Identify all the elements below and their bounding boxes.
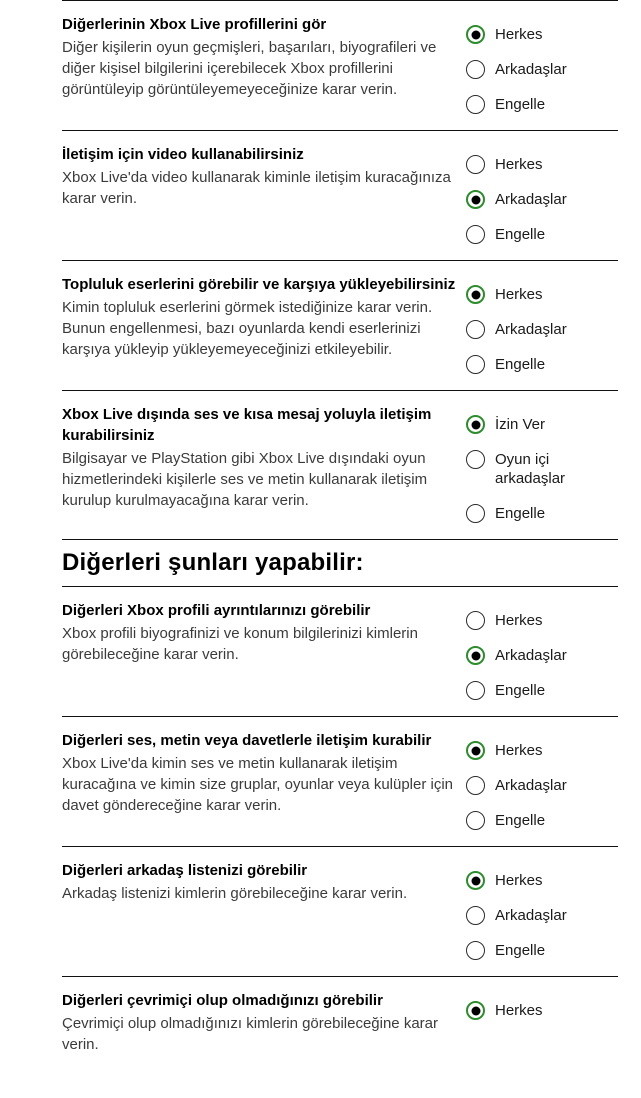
radio-group	[466, 611, 618, 716]
radio-option-label: Arkadaşlar	[495, 321, 567, 338]
radio-option-label: İzin Ver	[495, 416, 546, 433]
radio-group	[466, 871, 618, 976]
setting-row	[62, 0, 618, 130]
radio-option[interactable]	[466, 415, 618, 434]
group-sections	[62, 0, 618, 539]
radio-option[interactable]	[466, 871, 618, 890]
radio-option[interactable]	[466, 450, 618, 488]
setting-title: Xbox Live dışında ses ve kısa mesaj yoluyla iletişim kurabilirsiniz	[62, 406, 432, 444]
setting-row	[62, 260, 618, 390]
setting-text	[62, 14, 466, 130]
radio-selected-dot	[471, 651, 480, 660]
radio-option[interactable]	[466, 95, 618, 114]
radio-group	[466, 25, 618, 130]
setting-description: Xbox Live'da video kullanarak kiminle iletişim kuracağınıza karar verin.	[62, 169, 451, 207]
radio-button-icon[interactable]	[466, 681, 485, 700]
radio-button-icon[interactable]	[466, 60, 485, 79]
radio-option[interactable]	[466, 320, 618, 339]
radio-option-label: Arkadaşlar	[495, 191, 567, 208]
setting-title: Diğerlerinin Xbox Live profillerini gör	[62, 16, 327, 33]
setting-text	[62, 144, 466, 260]
radio-group	[466, 741, 618, 846]
setting-title: Topluluk eserlerini görebilir ve karşıya yükleyebilirsiniz	[62, 276, 456, 293]
radio-button-icon[interactable]	[466, 941, 485, 960]
radio-option-label: Engelle	[495, 812, 546, 829]
setting-description: Xbox Live'da kimin ses ve metin kullanarak iletişim kuracağına ve kimin size gruplar, oyunlar veya kulüpler için davet göndereceğine karar verin.	[62, 755, 454, 814]
radio-option[interactable]	[466, 155, 618, 174]
radio-option[interactable]	[466, 225, 618, 244]
setting-row	[62, 390, 618, 539]
radio-button-icon[interactable]	[466, 355, 485, 374]
settings-group	[62, 0, 618, 539]
radio-option-label: Herkes	[495, 26, 543, 43]
radio-option[interactable]	[466, 25, 618, 44]
radio-button-icon[interactable]	[466, 225, 485, 244]
setting-description: Kimin topluluk eserlerini görmek istediğinize karar verin. Bunun engellenmesi, bazı oyunlarda kendi eserlerinizi karşıya yükleyip yükleyemeyeceğinizi etkileyebilir.	[62, 299, 433, 358]
radio-option-label: Engelle	[495, 505, 546, 522]
radio-option-label: Herkes	[495, 872, 543, 889]
setting-title: Diğerleri ses, metin veya davetlerle iletişim kurabilir	[62, 732, 432, 749]
radio-option[interactable]	[466, 285, 618, 304]
radio-button-icon[interactable]	[466, 155, 485, 174]
radio-group	[466, 155, 618, 260]
radio-option[interactable]	[466, 941, 618, 960]
radio-option-label: Engelle	[495, 96, 546, 113]
group-sections	[62, 586, 618, 1098]
setting-text	[62, 730, 466, 846]
radio-button-icon[interactable]	[466, 811, 485, 830]
radio-option-label: Arkadaşlar	[495, 777, 567, 794]
radio-button-icon[interactable]	[466, 25, 485, 44]
radio-option-label: Arkadaşlar	[495, 647, 567, 664]
radio-option-label: Herkes	[495, 612, 543, 629]
radio-option[interactable]	[466, 1001, 618, 1020]
radio-option[interactable]	[466, 906, 618, 925]
radio-option-label: Arkadaşlar	[495, 907, 567, 924]
setting-title: Diğerleri Xbox profili ayrıntılarınızı görebilir	[62, 602, 371, 619]
radio-group	[466, 415, 618, 539]
radio-group	[466, 285, 618, 390]
setting-description: Xbox profili biyografinizi ve konum bilgilerinizi kimlerin görebileceğine karar verin.	[62, 625, 418, 663]
setting-text	[62, 404, 466, 539]
radio-option-label: Herkes	[495, 742, 543, 759]
radio-option[interactable]	[466, 741, 618, 760]
setting-text	[62, 990, 466, 1098]
radio-group	[466, 1001, 618, 1098]
radio-selected-dot	[471, 195, 480, 204]
radio-button-icon[interactable]	[466, 190, 485, 209]
radio-selected-dot	[471, 746, 480, 755]
radio-button-icon[interactable]	[466, 1001, 485, 1020]
setting-row	[62, 976, 618, 1098]
setting-title: Diğerleri çevrimiçi olup olmadığınızı görebilir	[62, 992, 383, 1009]
setting-row	[62, 130, 618, 260]
setting-description: Arkadaş listenizi kimlerin görebileceğine karar verin.	[62, 885, 408, 902]
radio-option-label: Oyun içi arkadaşlar	[495, 451, 566, 487]
setting-text	[62, 860, 466, 976]
setting-text	[62, 600, 466, 716]
radio-option[interactable]	[466, 646, 618, 665]
radio-button-icon[interactable]	[466, 320, 485, 339]
radio-option-label: Herkes	[495, 1002, 543, 1019]
setting-description: Bilgisayar ve PlayStation gibi Xbox Live dışındaki oyun hizmetlerindeki kişilerle ses ve metin kullanarak iletişim kurulup kurulmayacağına karar verin.	[62, 450, 428, 509]
setting-title: İletişim için video kullanabilirsiniz	[62, 146, 304, 163]
radio-button-icon[interactable]	[466, 646, 485, 665]
radio-selected-dot	[471, 1006, 480, 1015]
radio-option-label: Engelle	[495, 356, 546, 373]
setting-description: Çevrimiçi olup olmadığınızı kimlerin görebileceğine karar verin.	[62, 1015, 438, 1053]
radio-button-icon[interactable]	[466, 871, 485, 890]
radio-option-label: Engelle	[495, 682, 546, 699]
radio-button-icon[interactable]	[466, 776, 485, 795]
radio-button-icon[interactable]	[466, 415, 485, 434]
radio-selected-dot	[471, 290, 480, 299]
xbox-privacy-settings-page	[62, 0, 618, 1098]
radio-option-label: Engelle	[495, 942, 546, 959]
radio-option[interactable]	[466, 504, 618, 523]
radio-option[interactable]	[466, 681, 618, 700]
setting-row	[62, 846, 618, 976]
radio-option[interactable]	[466, 190, 618, 209]
group-heading: Diğerleri şunları yapabilir:	[62, 539, 618, 586]
settings-group	[62, 539, 618, 1098]
radio-button-icon[interactable]	[466, 611, 485, 630]
setting-row	[62, 716, 618, 846]
radio-option[interactable]	[466, 355, 618, 374]
radio-option[interactable]	[466, 611, 618, 630]
radio-selected-dot	[471, 30, 480, 39]
radio-option[interactable]	[466, 811, 618, 830]
radio-button-icon[interactable]	[466, 504, 485, 523]
radio-button-icon[interactable]	[466, 285, 485, 304]
radio-option-label: Herkes	[495, 156, 543, 173]
radio-option[interactable]	[466, 60, 618, 79]
radio-option[interactable]	[466, 776, 618, 795]
radio-option-label: Herkes	[495, 286, 543, 303]
radio-button-icon[interactable]	[466, 450, 485, 469]
radio-button-icon[interactable]	[466, 741, 485, 760]
radio-option-label: Arkadaşlar	[495, 61, 567, 78]
setting-text	[62, 274, 466, 390]
radio-option-label: Engelle	[495, 226, 546, 243]
radio-button-icon[interactable]	[466, 95, 485, 114]
radio-button-icon[interactable]	[466, 906, 485, 925]
setting-title: Diğerleri arkadaş listenizi görebilir	[62, 862, 308, 879]
radio-selected-dot	[471, 420, 480, 429]
setting-description: Diğer kişilerin oyun geçmişleri, başarıları, biyografileri ve diğer kişisel bilgilerini içerebilecek Xbox profillerini görüntüleyip görüntüleyemeyeceğinize karar verin.	[62, 39, 437, 98]
setting-row	[62, 586, 618, 716]
radio-selected-dot	[471, 876, 480, 885]
